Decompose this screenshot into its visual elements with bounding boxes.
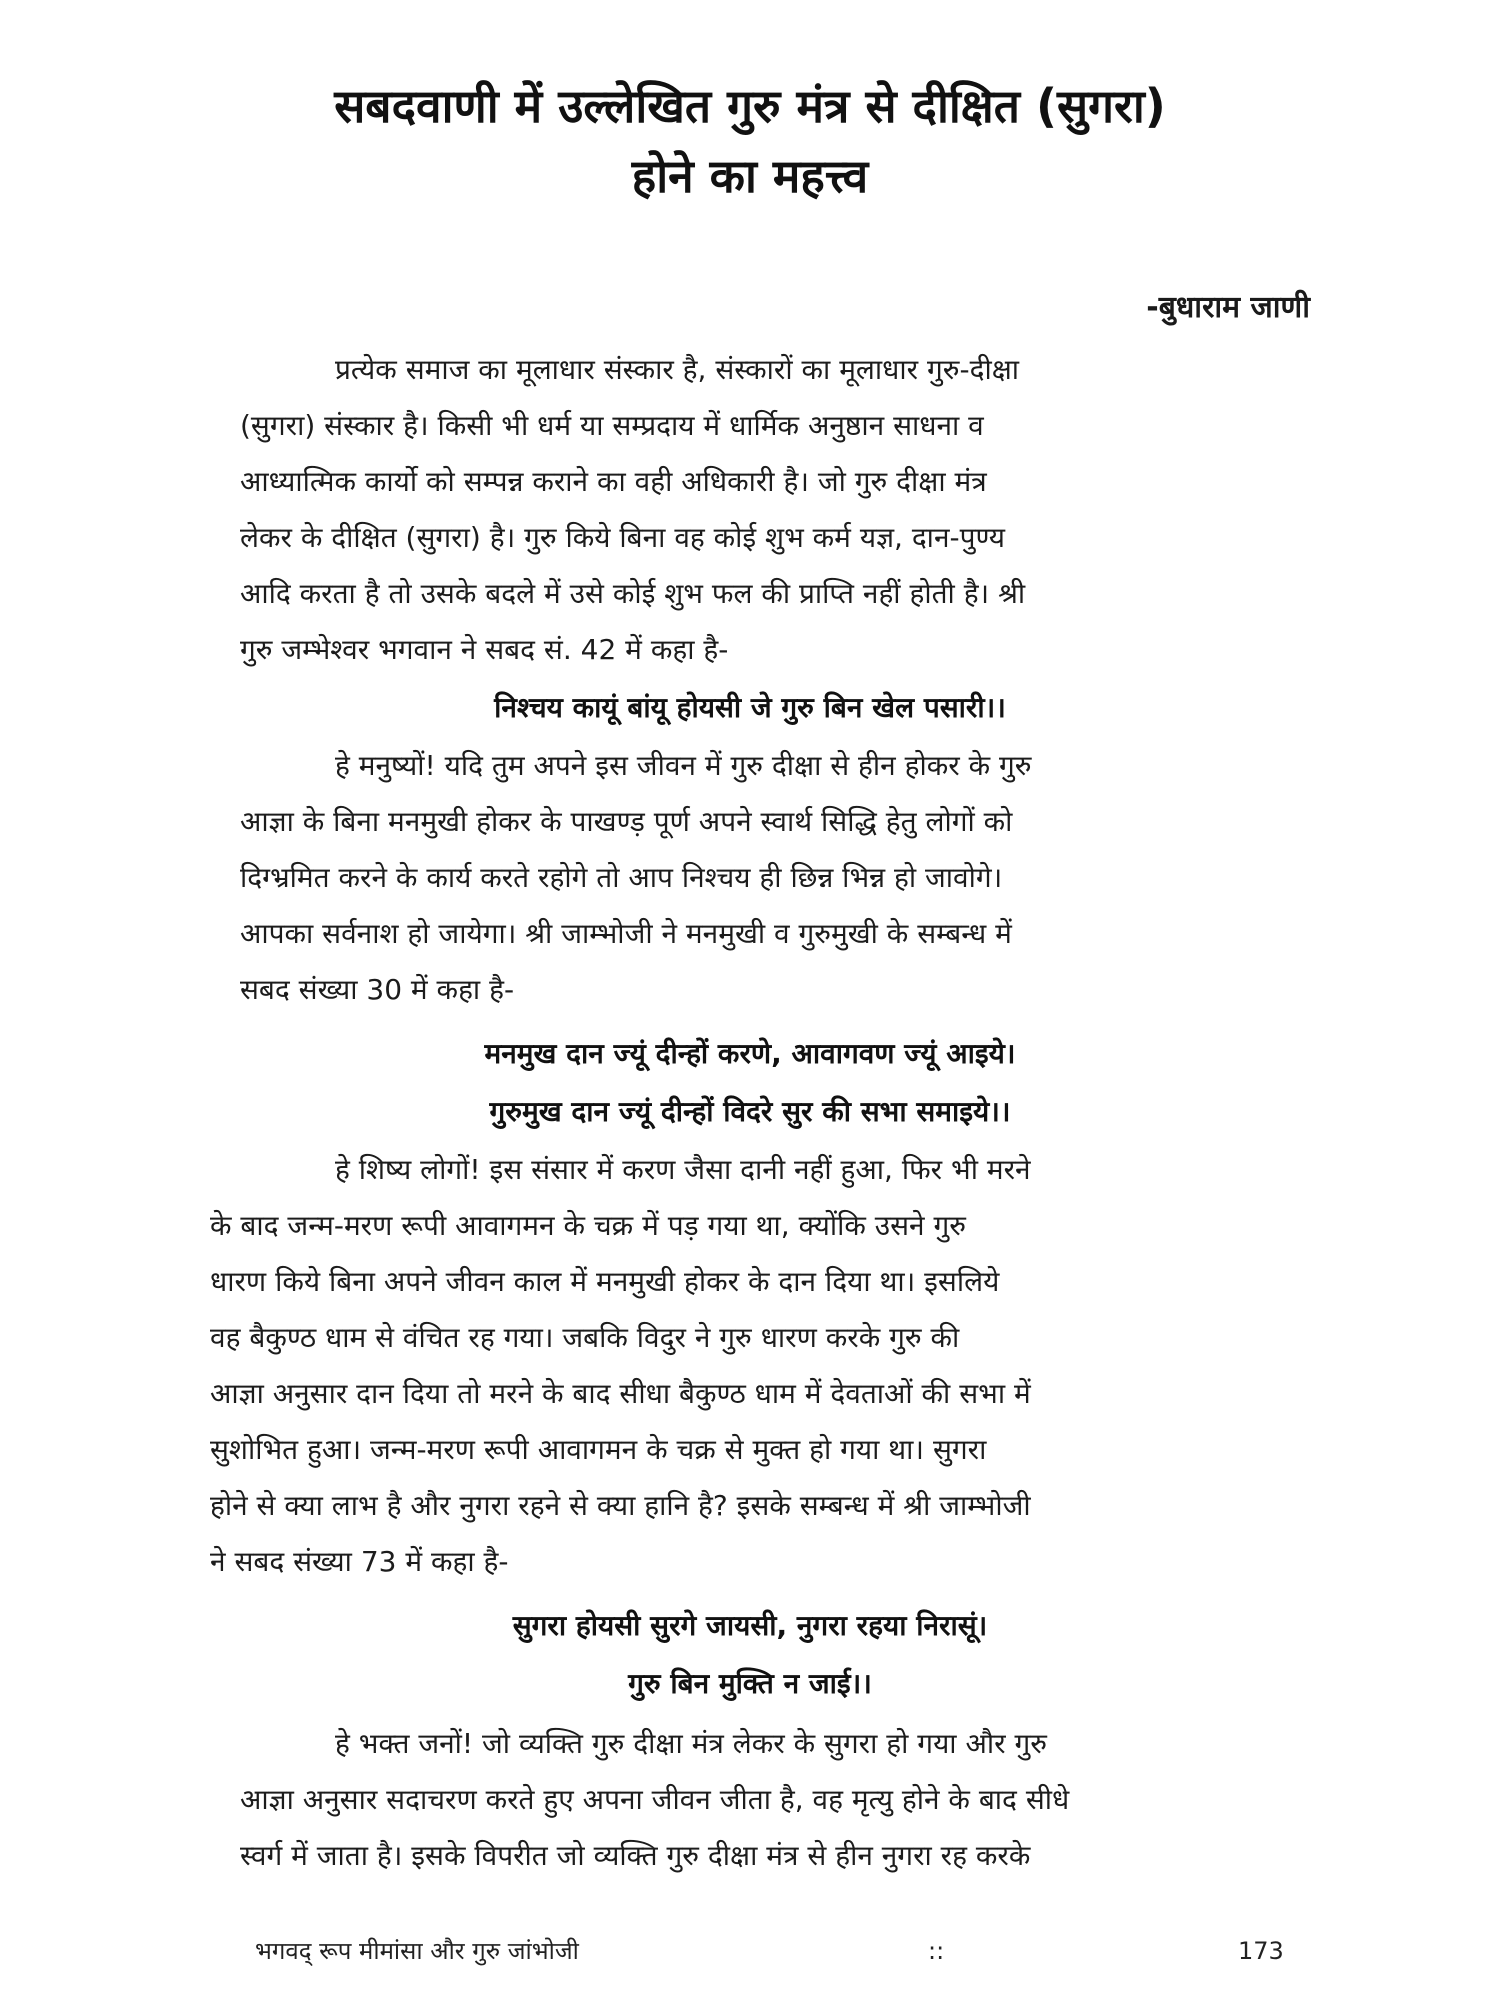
- paragraph-line: आदि करता है तो उसके बदले में उसे कोई शुभ फल की प्राप्ति नहीं होती है। श्री: [240, 577, 1026, 610]
- paragraph-line: हे शिष्य लोगों! इस संसार में करण जैसा दानी नहीं हुआ, फिर भी मरने: [335, 1153, 1031, 1186]
- paragraph-line: आपका सर्वनाश हो जायेगा। श्री जाम्भोजी ने मनमुखी व गुरुमुखी के सम्बन्ध में: [240, 917, 1012, 950]
- author-name: -बुधाराम जाणी: [1146, 290, 1310, 325]
- page-title-line-1: सबदवाणी में उल्लेखित गुरु मंत्र से दीक्षित (सुगरा): [334, 79, 1166, 133]
- footer-separator: ::: [928, 1937, 945, 1965]
- paragraph-line: स्वर्ग में जाता है। इसके विपरीत जो व्यक्ति गुरु दीक्षा मंत्र से हीन नुगरा रह करके: [240, 1839, 1031, 1872]
- paragraph-line: सबद संख्या 30 में कहा है-: [240, 973, 515, 1006]
- page-number: 173: [1238, 1937, 1284, 1965]
- verse-line: गुरु बिन मुक्ति न जाई।।: [628, 1667, 872, 1700]
- paragraph-line: लेकर के दीक्षित (सुगरा) है। गुरु किये बिना वह कोई शुभ कर्म यज्ञ, दान-पुण्य: [240, 521, 1006, 554]
- verse-line: मनमुख दान ज्यूं दीन्हों करणे, आवागवण ज्यूं आइये।: [484, 1037, 1016, 1070]
- paragraph-line: आज्ञा अनुसार दान दिया तो मरने के बाद सीधा बैकुण्ठ धाम में देवताओं की सभा में: [210, 1377, 1031, 1410]
- paragraph-line: प्रत्येक समाज का मूलाधार संस्कार है, संस्कारों का मूलाधार गुरु-दीक्षा: [335, 353, 1020, 386]
- paragraph-line: (सुगरा) संस्कार है। किसी भी धर्म या सम्प्रदाय में धार्मिक अनुष्ठान साधना व: [240, 409, 984, 442]
- paragraph-line: आज्ञा अनुसार सदाचरण करते हुए अपना जीवन जीता है, वह मृत्यु होने के बाद सीधे: [240, 1783, 1070, 1816]
- verse-line: सुगरा होयसी सुरगे जायसी, नुगरा रहया निरासूं।: [512, 1609, 988, 1642]
- page-title-line-2: होने का महत्त्व: [631, 149, 869, 203]
- paragraph-line: होने से क्या लाभ है और नुगरा रहने से क्या हानि है? इसके सम्बन्ध में श्री जाम्भोजी: [210, 1489, 1031, 1522]
- paragraph-line: आज्ञा के बिना मनमुखी होकर के पाखण्ड़ पूर्ण अपने स्वार्थ सिद्धि हेतु लोगों को: [240, 805, 1013, 838]
- verse-line: गुरुमुख दान ज्यूं दीन्हों विदरे सुर की सभा समाइये।।: [489, 1095, 1011, 1128]
- paragraph-line: हे भक्त जनों! जो व्यक्ति गुरु दीक्षा मंत्र लेकर के सुगरा हो गया और गुरु: [335, 1727, 1047, 1760]
- paragraph-line: गुरु जम्भेश्वर भगवान ने सबद सं. 42 में कहा है-: [240, 633, 729, 666]
- paragraph-line: वह बैकुण्ठ धाम से वंचित रह गया। जबकि विदुर ने गुरु धारण करके गुरु की: [210, 1321, 960, 1354]
- verse-line: निश्चय कायूं बांयू होयसी जे गुरु बिन खेल पसारी।।: [494, 691, 1006, 724]
- paragraph-line: सुशोभित हुआ। जन्म-मरण रूपी आवागमन के चक्र से मुक्त हो गया था। सुगरा: [210, 1433, 987, 1466]
- footer-book-title: भगवद् रूप मीमांसा और गुरु जांभोजी: [255, 1937, 579, 1965]
- paragraph-line: धारण किये बिना अपने जीवन काल में मनमुखी होकर के दान दिया था। इसलिये: [210, 1265, 1000, 1298]
- paragraph-line: दिग्भ्रमित करने के कार्य करते रहोगे तो आप निश्चय ही छिन्न भिन्न हो जावोगे।: [240, 861, 1003, 894]
- paragraph-line: ने सबद संख्या 73 में कहा है-: [210, 1545, 509, 1578]
- paragraph-line: हे मनुष्यों! यदि तुम अपने इस जीवन में गुरु दीक्षा से हीन होकर के गुरु: [335, 749, 1032, 782]
- paragraph-line: आध्यात्मिक कार्यो को सम्पन्न कराने का वही अधिकारी है। जो गुरु दीक्षा मंत्र: [240, 465, 987, 498]
- paragraph-line: के बाद जन्म-मरण रूपी आवागमन के चक्र में पड़ गया था, क्योंकि उसने गुरु: [210, 1209, 966, 1242]
